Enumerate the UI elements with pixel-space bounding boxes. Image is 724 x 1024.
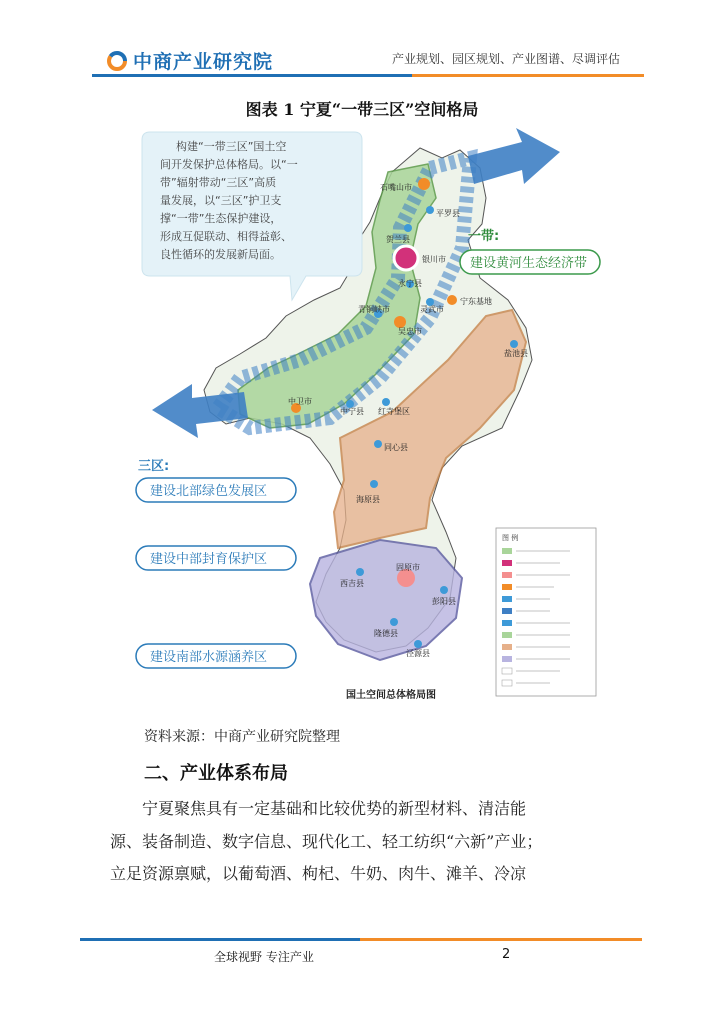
city-label: 海原县 [356, 495, 380, 504]
zones-label: 三区: [138, 459, 170, 474]
footer-slogan: 全球视野 专注产业 [214, 950, 314, 964]
city-label: 同心县 [384, 443, 408, 452]
city-label: 西吉县 [340, 579, 364, 588]
logo [107, 47, 273, 74]
city-marker [356, 568, 364, 576]
city-label: 贺兰县 [386, 235, 410, 244]
zone-north-label: 建设北部绿色发展区 [150, 484, 268, 499]
city-label: 宁东基地 [460, 297, 492, 306]
callout-line: 形成互促联动、相得益彰、 [160, 230, 292, 243]
capital-marker [394, 246, 418, 270]
paragraph-line: 立足资源禀赋，以葡萄酒、枸杞、牛奶、肉牛、滩羊、冷凉 [110, 864, 527, 883]
city-marker [404, 224, 412, 232]
city-marker [370, 480, 378, 488]
city-label: 平罗县 [436, 209, 460, 218]
city-label: 青铜峡市 [358, 305, 390, 314]
map-caption: 国土空间总体格局图 [346, 690, 436, 701]
city-label: 永宁县 [398, 279, 422, 288]
spatial-pattern-map [130, 128, 606, 708]
city-label: 中卫市 [288, 397, 312, 406]
logo-text: 中商产业研究院 [133, 51, 274, 73]
section-heading: 二、产业体系布局 [144, 763, 288, 784]
callout-line: 量发展，以“三区”护卫支 [160, 194, 282, 207]
callout-line: 间开发保护总体格局。以“一 [160, 158, 298, 171]
city-marker [447, 295, 457, 305]
belt-label: 一带: [468, 229, 500, 244]
zone-central-label: 建设中部封育保护区 [150, 552, 268, 567]
city-label: 泾源县 [406, 649, 430, 658]
callout-line: 带”辐射带动“三区”高质 [160, 176, 277, 189]
city-marker [390, 618, 398, 626]
legend-title: 图 例 [502, 534, 519, 542]
city-marker [374, 440, 382, 448]
city-marker [414, 640, 422, 648]
header-tagline: 产业规划、园区规划、产业图谱、尽调评估 [391, 52, 620, 66]
city-marker [382, 398, 390, 406]
city-label: 灵武市 [420, 305, 444, 314]
callout-line: 构建“一带三区”国土空 [176, 140, 287, 153]
city-label: 中宁县 [340, 407, 364, 416]
figure-title: 图表 1 宁夏“一带三区”空间格局 [245, 100, 479, 119]
city-marker [426, 206, 434, 214]
footer-rule-orange [360, 938, 642, 941]
city-label: 盐池县 [504, 349, 528, 358]
city-label: 彭阳县 [432, 597, 456, 606]
city-marker [440, 586, 448, 594]
city-label: 隆德县 [374, 629, 398, 638]
page-header [0, 0, 724, 80]
city-label: 红寺堡区 [378, 407, 410, 416]
paragraph-line: 源、装备制造、数字信息、现代化工、轻工纺织“六新”产业； [110, 832, 543, 851]
callout-line: 撑“一带”生态保护建设， [160, 212, 282, 225]
page-number: 2 [502, 947, 511, 962]
city-marker [510, 340, 518, 348]
city-label: 石嘴山市 [380, 183, 412, 192]
city-marker [418, 178, 430, 190]
city-label: 固原市 [396, 563, 420, 572]
belt-desc: 建设黄河生态经济带 [470, 256, 588, 271]
footer-rule-blue [80, 938, 360, 941]
city-label: 银川市 [422, 255, 446, 264]
figure-source: 资料来源：中商产业研究院整理 [144, 729, 340, 745]
logo-icon [107, 51, 127, 71]
header-rule-orange [412, 74, 644, 77]
callout-line: 良性循环的发展新局面。 [160, 248, 281, 261]
city-label: 吴忠市 [398, 327, 422, 336]
header-rule-blue [92, 74, 412, 77]
zone-south-label: 建设南部水源涵养区 [150, 650, 268, 665]
paragraph-line: 宁夏聚焦具有一定基础和比较优势的新型材料、清洁能 [142, 799, 527, 818]
